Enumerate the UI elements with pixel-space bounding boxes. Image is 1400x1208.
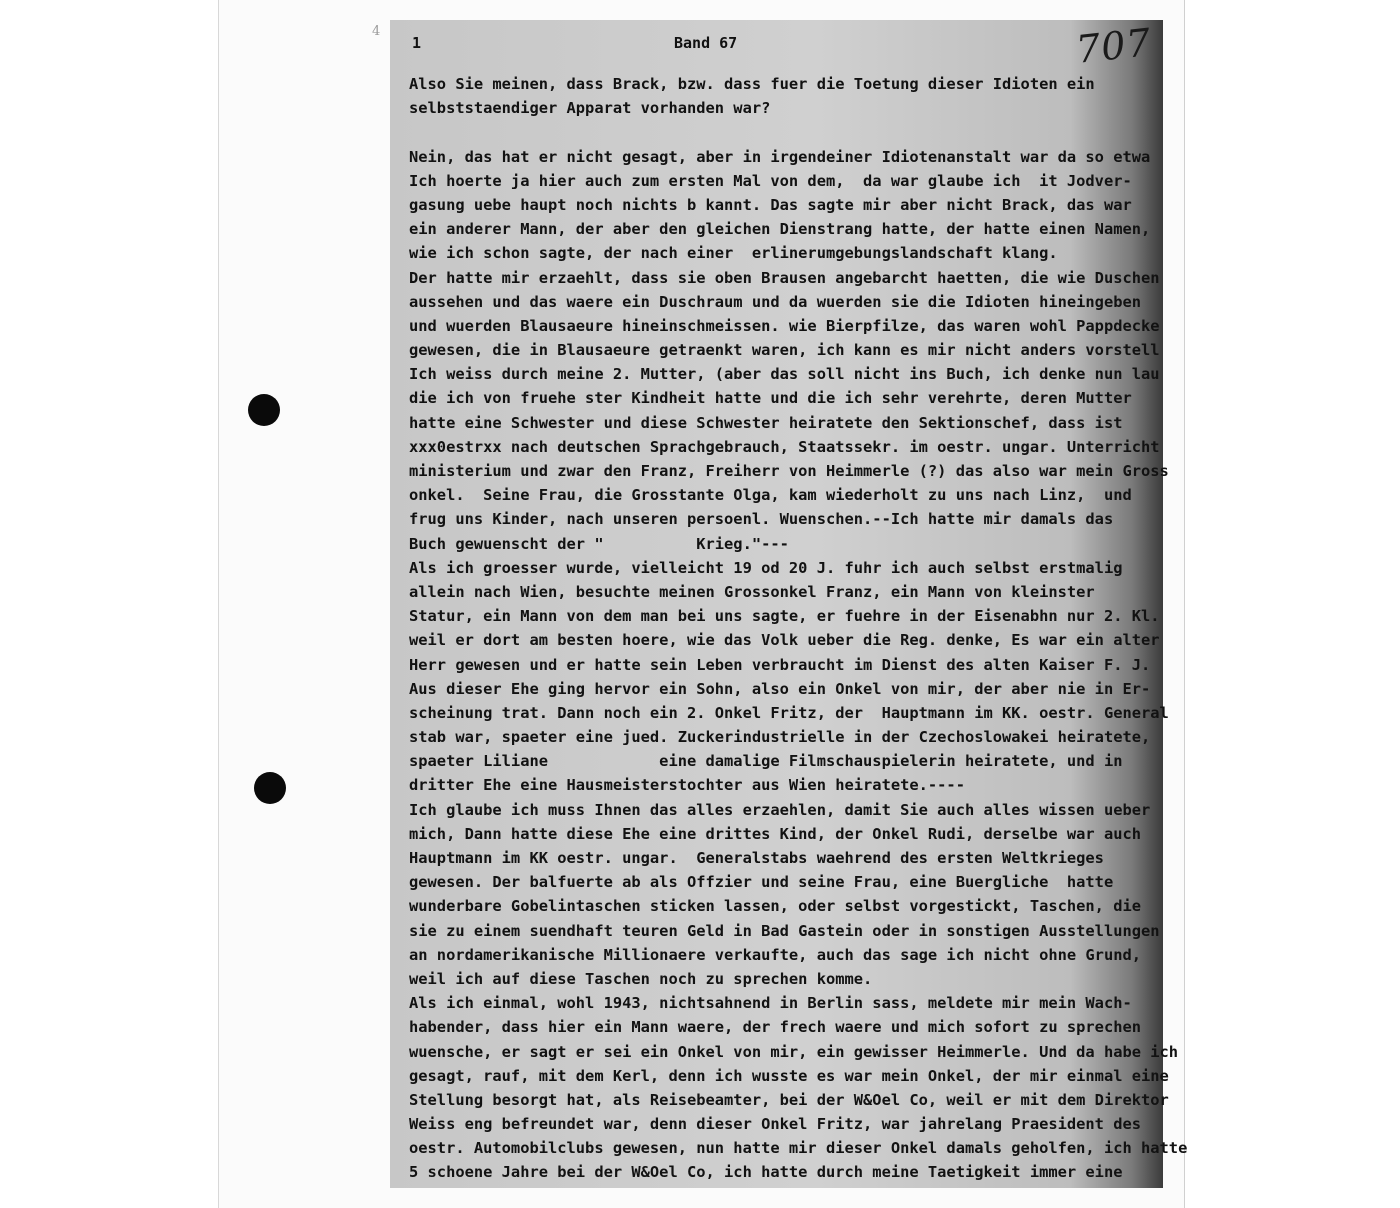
text-line: weil er dort am besten hoere, wie das Volk ueber die Reg. denke, Es war ein alter xyxy=(409,631,1160,650)
handwritten-folio-number: 707 xyxy=(1073,20,1154,72)
text-line: onkel. Seine Frau, die Grosstante Olga, kam wiederholt zu uns nach Linz, und xyxy=(409,486,1132,505)
text-line: ministerium und zwar den Franz, Freiherr von Heimmerle (?) das also war mein Gross xyxy=(409,462,1169,480)
typewritten-body xyxy=(409,72,1188,1185)
text-line: dritter Ehe eine Hausmeisterstochter aus Wien heiratete.---- xyxy=(409,776,965,795)
text-line: Als ich einmal, wohl 1943, nichtsahnend in Berlin sass, meldete mir mein Wach- xyxy=(409,994,1132,1013)
text-line: Also Sie meinen, dass Brack, bzw. dass fuer die Toetung dieser Idioten ein xyxy=(409,75,1095,93)
text-line: an nordamerikanische Millionaere verkaufte, auch das sage ich nicht ohne Grund, xyxy=(409,945,1142,964)
text-line: Stellung besorgt hat, als Reisebeamter, bei der W&Oel Co, weil er mit dem Direktor xyxy=(409,1090,1169,1109)
text-line: Buch gewuenscht der " Krieg."--- xyxy=(409,534,789,553)
text-line: gewesen, die in Blausaeure getraenkt waren, ich kann es mir nicht anders vorstell xyxy=(409,341,1160,360)
text-line: Der hatte mir erzaehlt, dass sie oben Brausen angebarcht haetten, die wie Duschen xyxy=(409,268,1160,287)
text-line: Weiss eng befreundet war, denn dieser Onkel Fritz, war jahrelang Praesident des xyxy=(409,1115,1142,1134)
text-line: Hauptmann im KK oestr. ungar. Generalstabs waehrend des ersten Weltkrieges xyxy=(409,849,1104,867)
text-line: gasung uebe haupt noch nichts b kannt. Das sagte mir aber nicht Brack, das war xyxy=(409,195,1132,214)
text-line: gewesen. Der balfuerte ab als Offzier und seine Frau, eine Buergliche hatte xyxy=(409,873,1114,892)
text-line: ein anderer Mann, der aber den gleichen Dienstrang hatte, der hatte einen Namen, xyxy=(409,220,1151,239)
text-line: scheinung trat. Dann noch ein 2. Onkel Fritz, der Hauptmann im KK. oestr. General xyxy=(409,703,1169,722)
text-line: aussehen und das waere ein Duschraum und da wuerden sie die Idioten hineingeben xyxy=(409,292,1142,311)
text-line: stab war, spaeter eine jued. Zuckerindustrielle in der Czechoslowakei heiratete, xyxy=(409,728,1151,747)
text-line: weil ich auf diese Taschen noch zu sprechen komme. xyxy=(409,969,873,988)
text-line: sie zu einem suendhaft teuren Geld in Bad Gastein oder in sonstigen Ausstellungen xyxy=(409,921,1160,940)
text-line: allein nach Wien, besuchte meinen Grossonkel Franz, ein Mann von kleinster xyxy=(409,582,1095,601)
text-line: Statur, ein Mann von dem man bei uns sagte, er fuehre in der Eisenabhn nur 2. Kl. xyxy=(409,607,1160,626)
text-line: und wuerden Blausaeure hineinschmeissen. wie Bierpfilze, das waren wohl Pappdecke xyxy=(409,316,1160,335)
corner-pencil-mark: 4 xyxy=(372,24,381,39)
text-line: Ich glaube ich muss Ihnen das alles erzaehlen, damit Sie auch alles wissen ueber xyxy=(409,800,1151,819)
punch-hole-bottom xyxy=(254,772,286,804)
text-line: gesagt, rauf, mit dem Kerl, denn ich wusste es war mein Onkel, der mir einmal eine xyxy=(409,1066,1169,1085)
text-line xyxy=(409,120,1169,144)
text-line: Als ich groesser wurde, vielleicht 19 od 20 J. fuhr ich auch selbst erstmalig xyxy=(409,558,1123,577)
text-line: Herr gewesen und er hatte sein Leben verbraucht im Dienst des alten Kaiser F. J. xyxy=(409,655,1151,674)
text-line: mich, Dann hatte diese Ehe eine drittes Kind, der Onkel Rudi, derselbe war auch xyxy=(409,824,1142,843)
text-line: spaeter Liliane eine damalige Filmschauspielerin heiratete, und in xyxy=(409,752,1123,771)
page-number: 1 xyxy=(412,34,422,52)
text-line: xxx0estrxx nach deutschen Sprachgebrauch, Staatssekr. im oestr. ungar. Unterricht xyxy=(409,437,1160,456)
text-line: frug uns Kinder, nach unseren persoenl. Wuenschen.--Ich hatte mir damals das xyxy=(409,510,1114,529)
text-line: wunderbare Gobelintaschen sticken lassen, oder selbst vorgestickt, Taschen, die xyxy=(409,897,1142,916)
text-line: Ich hoerte ja hier auch zum ersten Mal von dem, da war glaube ich it Jodver- xyxy=(409,171,1132,190)
text-line: habender, dass hier ein Mann waere, der frech waere und mich sofort zu sprechen xyxy=(409,1018,1142,1037)
text-line: Ich weiss durch meine 2. Mutter, (aber das soll nicht ins Buch, ich denke nun lau xyxy=(409,365,1160,384)
punch-hole-top xyxy=(248,394,280,426)
band-header: Band 67 xyxy=(674,34,738,52)
text-line: die ich von fruehe ster Kindheit hatte und die ich sehr verehrte, deren Mutter xyxy=(409,389,1132,408)
text-line: oestr. Automobilclubs gewesen, nun hatte mir dieser Onkel damals geholfen, ich hatte xyxy=(409,1139,1188,1158)
text-line: selbststaendiger Apparat vorhanden war? xyxy=(409,99,771,118)
text-line: wie ich schon sagte, der nach einer erlinerumgebungslandschaft klang. xyxy=(409,244,1058,263)
text-line: 5 schoene Jahre bei der W&Oel Co, ich hatte durch meine Taetigkeit immer eine xyxy=(409,1163,1123,1182)
text-line: wuensche, er sagt er sei ein Onkel von mir, ein gewisser Heimmerle. Und da habe ich xyxy=(409,1042,1179,1061)
text-line: Nein, das hat er nicht gesagt, aber in irgendeiner Idiotenanstalt war da so etwa xyxy=(409,147,1151,166)
text-line: Aus dieser Ehe ging hervor ein Sohn, also ein Onkel von mir, der aber nie in Er- xyxy=(409,679,1151,698)
text-line: hatte eine Schwester und diese Schwester heiratete den Sektionschef, dass ist xyxy=(409,413,1123,432)
